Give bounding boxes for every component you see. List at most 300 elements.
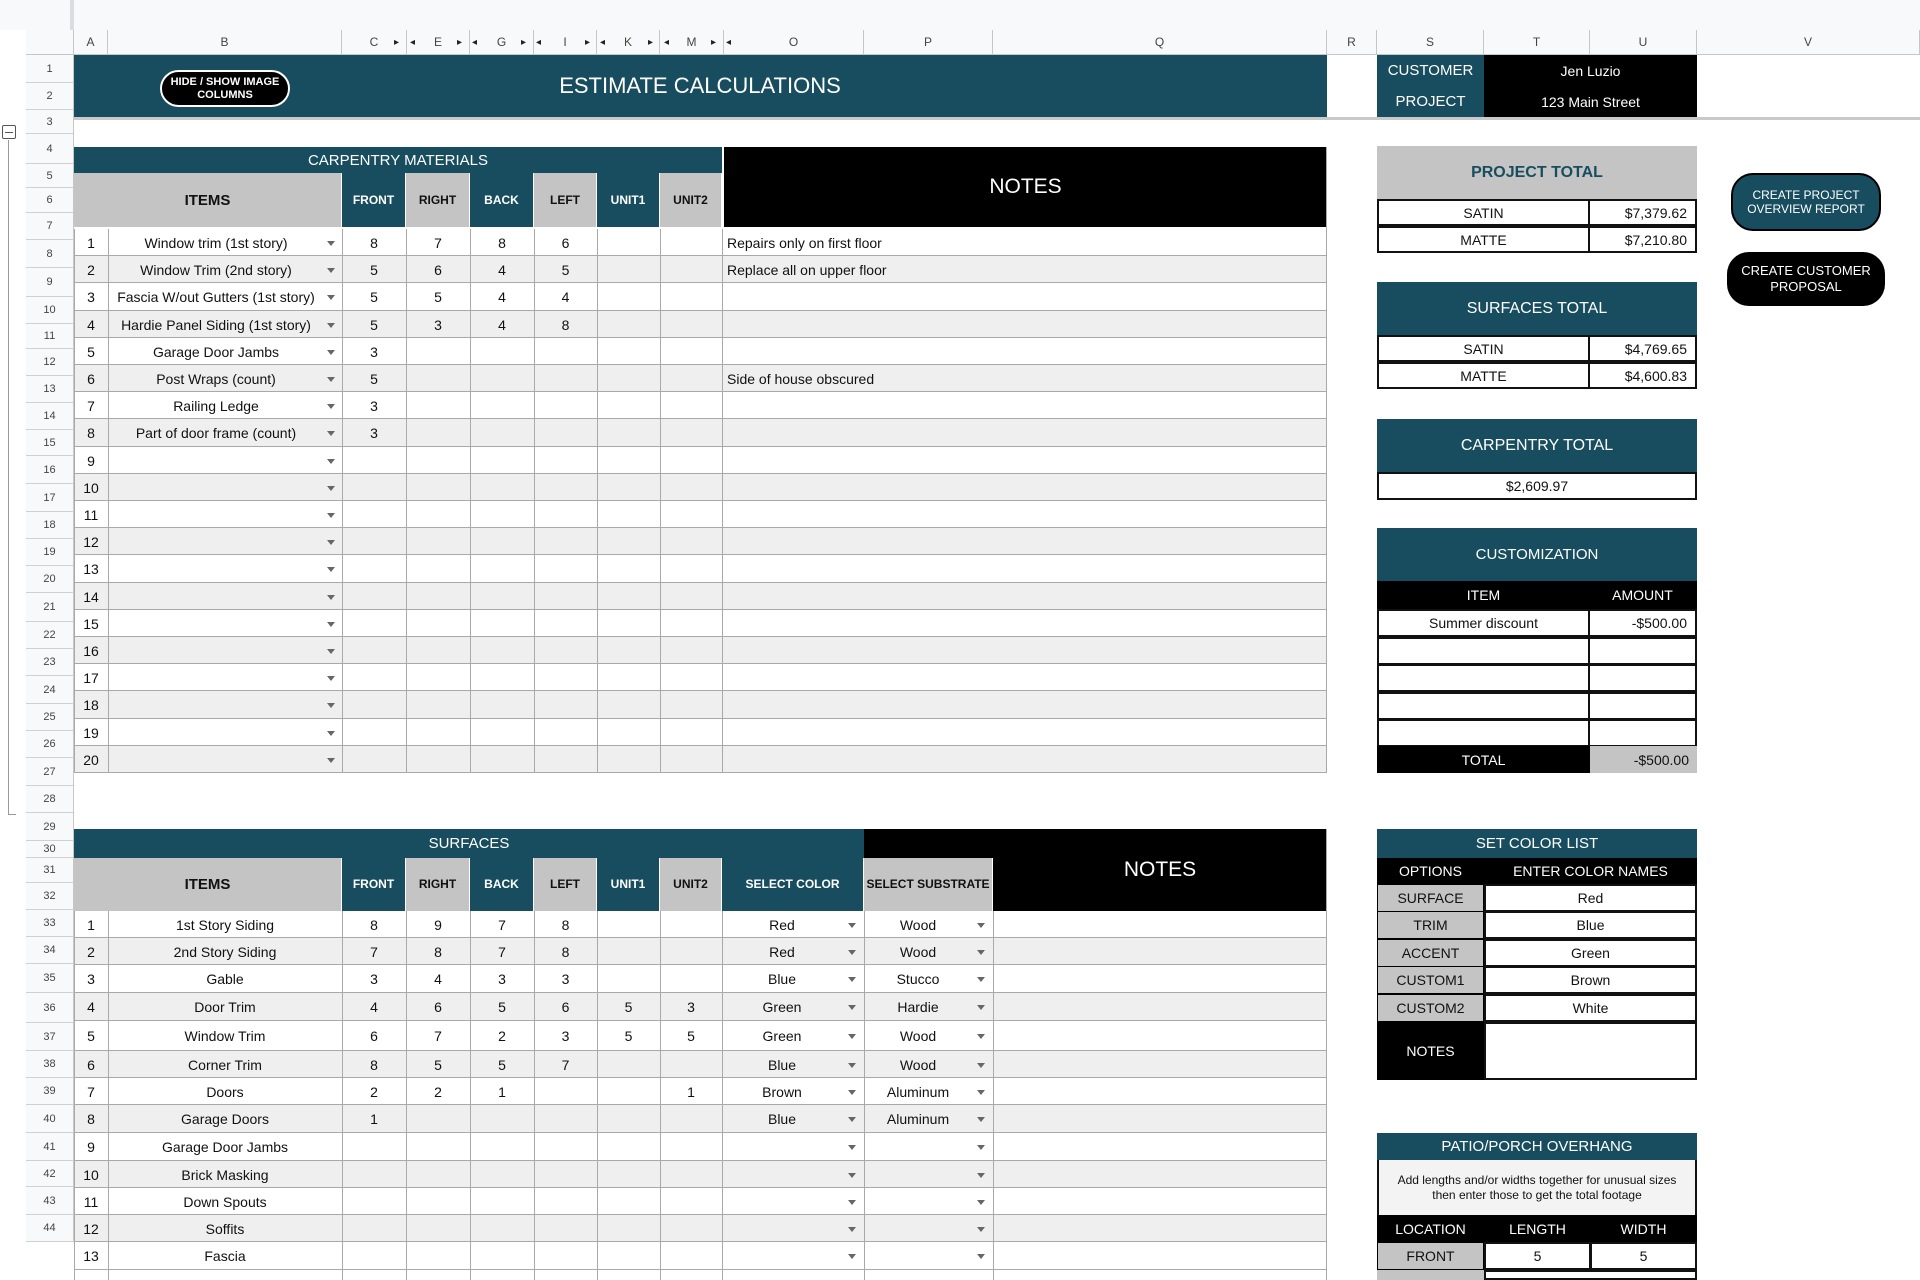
measure-cell-unit1[interactable] <box>597 501 660 528</box>
hidden-columns-arrow-icon[interactable]: ◂ <box>664 37 670 48</box>
measure-cell-right[interactable] <box>406 664 470 691</box>
measure-cell-front[interactable] <box>342 1133 406 1161</box>
color-name-input[interactable]: Brown <box>1484 966 1697 994</box>
measure-cell-front[interactable]: 5 <box>370 316 378 333</box>
color-name-input[interactable]: Red <box>1484 884 1697 912</box>
measure-cell-left[interactable] <box>534 1133 597 1161</box>
measure-cell-unit2[interactable]: 1 <box>687 1083 695 1100</box>
substrate-dropdown-caret-icon[interactable] <box>977 1034 985 1039</box>
item-dropdown-caret-icon[interactable] <box>327 513 335 518</box>
item-dropdown-caret-icon[interactable] <box>327 595 335 600</box>
measure-cell-front[interactable]: 8 <box>370 1056 378 1073</box>
measure-cell-back[interactable] <box>470 746 534 773</box>
measure-cell-unit2[interactable] <box>660 1051 722 1078</box>
measure-cell-left[interactable] <box>534 1105 597 1133</box>
measure-cell-left[interactable] <box>534 419 597 447</box>
surface-item[interactable]: Soffits <box>205 1220 245 1237</box>
note-cell[interactable] <box>727 528 1317 555</box>
measure-cell-unit2[interactable] <box>660 528 722 555</box>
measure-cell-back[interactable]: 4 <box>498 316 506 333</box>
measure-cell-front[interactable]: 3 <box>370 397 378 414</box>
note-cell[interactable] <box>727 474 1317 501</box>
note-cell[interactable] <box>727 664 1317 691</box>
surface-item[interactable]: Fascia <box>204 1248 246 1264</box>
item-dropdown-caret-icon[interactable] <box>327 350 335 355</box>
measure-cell-back[interactable] <box>470 447 534 474</box>
measure-cell-back[interactable] <box>470 583 534 610</box>
measure-cell-left[interactable]: 8 <box>561 943 570 960</box>
measure-cell-front[interactable]: 4 <box>370 999 378 1015</box>
patio-length[interactable]: 5 <box>1484 1242 1591 1270</box>
measure-cell-right[interactable]: 6 <box>434 999 442 1015</box>
measure-cell-unit1[interactable] <box>597 447 660 474</box>
measure-cell-back[interactable] <box>470 555 534 583</box>
hidden-columns-arrow-icon[interactable]: ◂ <box>536 37 542 48</box>
color-name-input[interactable]: Green <box>1484 939 1697 967</box>
measure-cell-unit1[interactable] <box>597 311 660 338</box>
measure-cell-unit2[interactable] <box>660 1242 722 1270</box>
note-cell[interactable] <box>727 555 1317 583</box>
substrate-select[interactable] <box>866 1215 970 1242</box>
substrate-select[interactable]: Aluminum <box>886 1111 950 1127</box>
measure-cell-left[interactable] <box>534 1078 597 1105</box>
surface-item[interactable]: Corner Trim <box>188 1056 262 1073</box>
item-select[interactable]: Window trim (1st story) <box>144 234 288 251</box>
note-cell[interactable] <box>727 311 1317 338</box>
substrate-select[interactable]: Aluminum <box>886 1083 950 1100</box>
measure-cell-unit2[interactable] <box>660 229 722 256</box>
note-cell[interactable] <box>727 447 1317 474</box>
color-name-input[interactable]: White <box>1484 994 1697 1022</box>
hidden-columns-arrow-icon[interactable]: ◂ <box>600 37 606 48</box>
customer-value[interactable]: Jen Luzio <box>1484 55 1697 86</box>
item-select[interactable]: Fascia W/out Gutters (1st story) <box>117 289 315 305</box>
measure-cell-unit2[interactable] <box>660 1188 722 1215</box>
measure-cell-front[interactable] <box>342 447 406 474</box>
item-dropdown-caret-icon[interactable] <box>327 295 335 300</box>
item-dropdown-caret-icon[interactable] <box>327 622 335 627</box>
measure-cell-left[interactable] <box>534 1215 597 1242</box>
measure-cell-front[interactable] <box>342 1242 406 1270</box>
item-select[interactable] <box>108 637 324 664</box>
hidden-columns-arrow-icon[interactable]: ▸ <box>585 37 591 48</box>
measure-cell-unit1[interactable] <box>597 1051 660 1078</box>
color-dropdown-caret-icon[interactable] <box>848 1227 856 1232</box>
surface-item[interactable]: Window Trim <box>184 1028 266 1044</box>
measure-cell-back[interactable] <box>470 1242 534 1270</box>
measure-cell-right[interactable] <box>406 719 470 746</box>
measure-cell-right[interactable] <box>406 1105 470 1133</box>
color-dropdown-caret-icon[interactable] <box>848 1254 856 1259</box>
measure-cell-right[interactable]: 7 <box>434 234 442 251</box>
measure-cell-unit1[interactable] <box>597 1161 660 1188</box>
measure-cell-back[interactable]: 5 <box>498 1056 506 1073</box>
item-select[interactable]: Post Wraps (count) <box>156 370 276 387</box>
color-name-input[interactable]: Blue <box>1484 911 1697 939</box>
item-select[interactable] <box>108 746 324 773</box>
item-dropdown-caret-icon[interactable] <box>327 676 335 681</box>
measure-cell-back[interactable] <box>470 528 534 555</box>
measure-cell-unit1[interactable] <box>597 419 660 447</box>
measure-cell-unit2[interactable] <box>660 419 722 447</box>
measure-cell-unit1[interactable] <box>597 1215 660 1242</box>
measure-cell-unit1[interactable]: 5 <box>624 1028 633 1044</box>
measure-cell-back[interactable] <box>470 1215 534 1242</box>
measure-cell-front[interactable] <box>342 637 406 664</box>
color-dropdown-caret-icon[interactable] <box>848 1090 856 1095</box>
measure-cell-right[interactable] <box>406 1161 470 1188</box>
measure-cell-back[interactable]: 3 <box>498 971 506 987</box>
measure-cell-left[interactable]: 8 <box>561 916 570 933</box>
measure-cell-back[interactable]: 7 <box>498 943 506 960</box>
measure-cell-right[interactable]: 6 <box>434 261 442 278</box>
measure-cell-unit2[interactable] <box>660 501 722 528</box>
note-cell[interactable] <box>727 583 1317 610</box>
color-select[interactable] <box>724 1188 840 1215</box>
select-all-corner[interactable] <box>26 30 74 55</box>
hide-show-columns-button[interactable]: HIDE / SHOW IMAGE COLUMNS <box>160 70 290 107</box>
measure-cell-right[interactable] <box>406 1133 470 1161</box>
item-dropdown-caret-icon[interactable] <box>327 404 335 409</box>
measure-cell-back[interactable]: 5 <box>498 999 506 1015</box>
measure-cell-right[interactable] <box>406 637 470 664</box>
measure-cell-back[interactable] <box>470 1105 534 1133</box>
color-dropdown-caret-icon[interactable] <box>848 950 856 955</box>
patio-width[interactable]: 5 <box>1590 1242 1697 1270</box>
measure-cell-back[interactable] <box>470 501 534 528</box>
measure-cell-front[interactable]: 7 <box>370 943 378 960</box>
surface-item[interactable]: Brick Masking <box>181 1166 269 1183</box>
measure-cell-unit1[interactable] <box>597 1242 660 1270</box>
measure-cell-right[interactable]: 5 <box>434 1056 442 1073</box>
measure-cell-back[interactable] <box>470 637 534 664</box>
item-dropdown-caret-icon[interactable] <box>327 649 335 654</box>
measure-cell-unit1[interactable] <box>597 474 660 501</box>
color-select[interactable] <box>724 1161 840 1188</box>
measure-cell-left[interactable] <box>534 664 597 691</box>
measure-cell-unit2[interactable] <box>660 610 722 637</box>
measure-cell-front[interactable]: 3 <box>370 343 378 360</box>
color-select[interactable]: Red <box>769 916 795 933</box>
color-dropdown-caret-icon[interactable] <box>848 1063 856 1068</box>
item-dropdown-caret-icon[interactable] <box>327 431 335 436</box>
substrate-select[interactable] <box>866 1242 970 1270</box>
hidden-columns-arrow-icon[interactable]: ▸ <box>394 37 400 48</box>
substrate-dropdown-caret-icon[interactable] <box>977 1254 985 1259</box>
color-select[interactable]: Red <box>769 943 795 960</box>
item-select[interactable] <box>108 528 324 555</box>
item-select[interactable] <box>108 474 324 501</box>
measure-cell-unit1[interactable] <box>597 1078 660 1105</box>
measure-cell-left[interactable]: 3 <box>561 1028 570 1044</box>
color-dropdown-caret-icon[interactable] <box>848 1145 856 1150</box>
measure-cell-right[interactable]: 7 <box>434 1028 442 1044</box>
measure-cell-unit2[interactable] <box>660 719 722 746</box>
substrate-select[interactable]: Wood <box>899 1056 937 1073</box>
measure-cell-unit1[interactable] <box>597 338 660 365</box>
measure-cell-left[interactable]: 4 <box>561 289 570 305</box>
customization-item[interactable] <box>1377 692 1590 720</box>
measure-cell-front[interactable] <box>342 474 406 501</box>
measure-cell-unit2[interactable] <box>660 1133 722 1161</box>
note-cell[interactable] <box>727 283 1317 311</box>
item-select[interactable] <box>108 555 324 583</box>
surface-item[interactable]: Down Spouts <box>183 1193 267 1210</box>
create-customer-proposal-button[interactable]: CREATE CUSTOMER PROPOSAL <box>1727 252 1885 306</box>
customization-item[interactable] <box>1377 719 1590 747</box>
customization-item[interactable] <box>1377 664 1590 692</box>
measure-cell-back[interactable] <box>470 419 534 447</box>
substrate-select[interactable]: Wood <box>899 1028 937 1044</box>
measure-cell-unit2[interactable] <box>660 965 722 993</box>
measure-cell-unit1[interactable] <box>597 283 660 311</box>
surface-item[interactable]: 2nd Story Siding <box>173 943 277 960</box>
item-select[interactable] <box>108 447 324 474</box>
note-cell[interactable] <box>727 637 1317 664</box>
item-select[interactable] <box>108 719 324 746</box>
surface-item[interactable]: Garage Doors <box>181 1111 269 1127</box>
measure-cell-right[interactable] <box>406 583 470 610</box>
color-select[interactable] <box>724 1215 840 1242</box>
measure-cell-left[interactable] <box>534 610 597 637</box>
measure-cell-unit2[interactable] <box>660 746 722 773</box>
measure-cell-back[interactable]: 4 <box>498 289 506 305</box>
measure-cell-right[interactable]: 4 <box>434 971 442 987</box>
measure-cell-right[interactable]: 8 <box>434 943 442 960</box>
color-notes-input[interactable] <box>1484 1022 1697 1080</box>
measure-cell-front[interactable] <box>342 555 406 583</box>
measure-cell-unit2[interactable] <box>660 555 722 583</box>
measure-cell-back[interactable] <box>470 691 534 719</box>
measure-cell-left[interactable]: 5 <box>561 261 570 278</box>
measure-cell-front[interactable]: 8 <box>370 916 378 933</box>
measure-cell-right[interactable] <box>406 419 470 447</box>
substrate-dropdown-caret-icon[interactable] <box>977 977 985 982</box>
measure-cell-back[interactable] <box>470 392 534 419</box>
item-dropdown-caret-icon[interactable] <box>327 459 335 464</box>
measure-cell-left[interactable] <box>534 392 597 419</box>
color-dropdown-caret-icon[interactable] <box>848 1173 856 1178</box>
substrate-dropdown-caret-icon[interactable] <box>977 923 985 928</box>
measure-cell-right[interactable]: 9 <box>434 916 442 933</box>
measure-cell-back[interactable]: 7 <box>498 916 506 933</box>
measure-cell-right[interactable] <box>406 1215 470 1242</box>
item-select[interactable]: Garage Door Jambs <box>152 343 280 360</box>
item-dropdown-caret-icon[interactable] <box>327 486 335 491</box>
measure-cell-unit1[interactable] <box>597 1105 660 1133</box>
item-select[interactable]: Hardie Panel Siding (1st story) <box>121 316 311 333</box>
surface-item[interactable]: Gable <box>206 971 244 987</box>
color-dropdown-caret-icon[interactable] <box>848 923 856 928</box>
measure-cell-left[interactable] <box>534 1242 597 1270</box>
measure-cell-right[interactable] <box>406 392 470 419</box>
measure-cell-front[interactable]: 8 <box>370 234 378 251</box>
measure-cell-front[interactable] <box>342 583 406 610</box>
measure-cell-left[interactable] <box>534 338 597 365</box>
measure-cell-left[interactable] <box>534 583 597 610</box>
measure-cell-back[interactable]: 8 <box>498 234 506 251</box>
measure-cell-right[interactable] <box>406 338 470 365</box>
measure-cell-unit2[interactable] <box>660 447 722 474</box>
surface-item[interactable]: Doors <box>206 1083 244 1100</box>
measure-cell-unit1[interactable] <box>597 555 660 583</box>
hidden-columns-arrow-icon[interactable]: ◂ <box>726 37 732 48</box>
measure-cell-unit2[interactable] <box>660 1105 722 1133</box>
color-select[interactable]: Blue <box>767 971 797 987</box>
measure-cell-unit2[interactable]: 5 <box>687 1028 695 1044</box>
color-select[interactable]: Brown <box>762 1083 802 1100</box>
substrate-dropdown-caret-icon[interactable] <box>977 1117 985 1122</box>
measure-cell-right[interactable] <box>406 447 470 474</box>
measure-cell-left[interactable] <box>534 501 597 528</box>
measure-cell-left[interactable]: 6 <box>561 999 570 1015</box>
measure-cell-right[interactable]: 3 <box>434 316 442 333</box>
color-select[interactable]: Green <box>762 999 802 1015</box>
measure-cell-back[interactable] <box>470 1188 534 1215</box>
measure-cell-unit1[interactable] <box>597 938 660 965</box>
measure-cell-left[interactable] <box>534 528 597 555</box>
measure-cell-unit2[interactable] <box>660 911 722 938</box>
substrate-select[interactable]: Wood <box>899 943 937 960</box>
measure-cell-front[interactable] <box>342 691 406 719</box>
substrate-select[interactable]: Wood <box>899 916 937 933</box>
measure-cell-unit1[interactable] <box>597 528 660 555</box>
substrate-select[interactable] <box>866 1188 970 1215</box>
substrate-dropdown-caret-icon[interactable] <box>977 1005 985 1010</box>
measure-cell-back[interactable] <box>470 664 534 691</box>
measure-cell-back[interactable]: 4 <box>498 261 506 278</box>
color-select[interactable]: Green <box>762 1028 802 1044</box>
measure-cell-unit2[interactable] <box>660 311 722 338</box>
measure-cell-right[interactable] <box>406 501 470 528</box>
measure-cell-back[interactable] <box>470 1161 534 1188</box>
measure-cell-front[interactable]: 2 <box>370 1083 378 1100</box>
surface-item[interactable]: 1st Story Siding <box>175 916 275 933</box>
measure-cell-front[interactable] <box>342 1161 406 1188</box>
color-dropdown-caret-icon[interactable] <box>848 977 856 982</box>
color-select[interactable] <box>724 1133 840 1161</box>
customization-item[interactable] <box>1377 637 1590 665</box>
measure-cell-unit2[interactable] <box>660 1215 722 1242</box>
substrate-dropdown-caret-icon[interactable] <box>977 1145 985 1150</box>
measure-cell-right[interactable] <box>406 365 470 392</box>
measure-cell-unit1[interactable] <box>597 583 660 610</box>
measure-cell-unit1[interactable]: 5 <box>624 999 633 1015</box>
item-dropdown-caret-icon[interactable] <box>327 241 335 246</box>
measure-cell-front[interactable]: 5 <box>370 261 378 278</box>
hidden-columns-arrow-icon[interactable]: ◂ <box>472 37 478 48</box>
substrate-select[interactable] <box>866 1133 970 1161</box>
measure-cell-left[interactable] <box>534 746 597 773</box>
substrate-dropdown-caret-icon[interactable] <box>977 950 985 955</box>
measure-cell-right[interactable] <box>406 555 470 583</box>
substrate-select[interactable] <box>866 1161 970 1188</box>
measure-cell-left[interactable]: 3 <box>561 971 570 987</box>
measure-cell-unit2[interactable] <box>660 474 722 501</box>
item-dropdown-caret-icon[interactable] <box>327 758 335 763</box>
surface-item[interactable]: Garage Door Jambs <box>161 1139 289 1155</box>
note-cell[interactable] <box>727 501 1317 528</box>
measure-cell-left[interactable] <box>534 1188 597 1215</box>
measure-cell-front[interactable]: 6 <box>370 1028 378 1044</box>
measure-cell-left[interactable] <box>534 447 597 474</box>
note-cell[interactable]: Repairs only on first floor <box>727 234 882 251</box>
item-select[interactable]: Window Trim (2nd story) <box>140 261 292 278</box>
measure-cell-left[interactable] <box>534 691 597 719</box>
measure-cell-right[interactable] <box>406 474 470 501</box>
measure-cell-unit2[interactable] <box>660 938 722 965</box>
measure-cell-unit1[interactable] <box>597 229 660 256</box>
measure-cell-front[interactable]: 1 <box>370 1111 378 1127</box>
note-cell[interactable] <box>727 392 1317 419</box>
substrate-select[interactable]: Hardie <box>897 999 939 1015</box>
item-dropdown-caret-icon[interactable] <box>327 377 335 382</box>
measure-cell-unit2[interactable] <box>660 338 722 365</box>
substrate-dropdown-caret-icon[interactable] <box>977 1173 985 1178</box>
note-cell[interactable] <box>727 691 1317 719</box>
note-cell[interactable] <box>727 419 1317 447</box>
item-dropdown-caret-icon[interactable] <box>327 731 335 736</box>
measure-cell-unit2[interactable] <box>660 365 722 392</box>
measure-cell-left[interactable] <box>534 719 597 746</box>
measure-cell-unit2[interactable] <box>660 691 722 719</box>
measure-cell-front[interactable] <box>342 501 406 528</box>
measure-cell-unit1[interactable] <box>597 691 660 719</box>
measure-cell-left[interactable]: 7 <box>561 1056 570 1073</box>
measure-cell-unit1[interactable] <box>597 965 660 993</box>
measure-cell-back[interactable] <box>470 338 534 365</box>
measure-cell-unit2[interactable] <box>660 256 722 283</box>
measure-cell-left[interactable]: 8 <box>561 316 570 333</box>
measure-cell-back[interactable] <box>470 610 534 637</box>
note-cell[interactable] <box>727 338 1317 365</box>
measure-cell-back[interactable] <box>470 474 534 501</box>
measure-cell-right[interactable] <box>406 610 470 637</box>
measure-cell-right[interactable] <box>406 528 470 555</box>
measure-cell-right[interactable] <box>406 746 470 773</box>
measure-cell-unit1[interactable] <box>597 1133 660 1161</box>
color-dropdown-caret-icon[interactable] <box>848 1200 856 1205</box>
create-project-overview-button[interactable]: CREATE PROJECT OVERVIEW REPORT <box>1731 173 1881 231</box>
measure-cell-unit1[interactable] <box>597 392 660 419</box>
measure-cell-unit2[interactable] <box>660 1161 722 1188</box>
measure-cell-back[interactable] <box>470 365 534 392</box>
color-select[interactable]: Blue <box>767 1056 797 1073</box>
measure-cell-back[interactable]: 2 <box>498 1028 506 1044</box>
color-dropdown-caret-icon[interactable] <box>848 1034 856 1039</box>
measure-cell-front[interactable]: 5 <box>370 370 378 387</box>
measure-cell-right[interactable]: 5 <box>434 289 442 305</box>
measure-cell-front[interactable] <box>342 664 406 691</box>
measure-cell-unit1[interactable] <box>597 256 660 283</box>
measure-cell-back[interactable]: 1 <box>498 1083 506 1100</box>
measure-cell-unit1[interactable] <box>597 746 660 773</box>
measure-cell-right[interactable] <box>406 1188 470 1215</box>
measure-cell-front[interactable] <box>342 719 406 746</box>
customization-amount[interactable]: -$500.00 <box>1588 609 1697 637</box>
substrate-dropdown-caret-icon[interactable] <box>977 1227 985 1232</box>
hidden-columns-arrow-icon[interactable]: ▸ <box>711 37 717 48</box>
measure-cell-unit2[interactable] <box>660 392 722 419</box>
item-select[interactable] <box>108 664 324 691</box>
measure-cell-unit2[interactable] <box>660 637 722 664</box>
note-cell[interactable] <box>727 746 1317 773</box>
note-cell[interactable] <box>727 610 1317 637</box>
item-select[interactable] <box>108 610 324 637</box>
measure-cell-left[interactable]: 6 <box>561 234 570 251</box>
customization-amount[interactable] <box>1588 692 1697 720</box>
measure-cell-right[interactable] <box>406 691 470 719</box>
